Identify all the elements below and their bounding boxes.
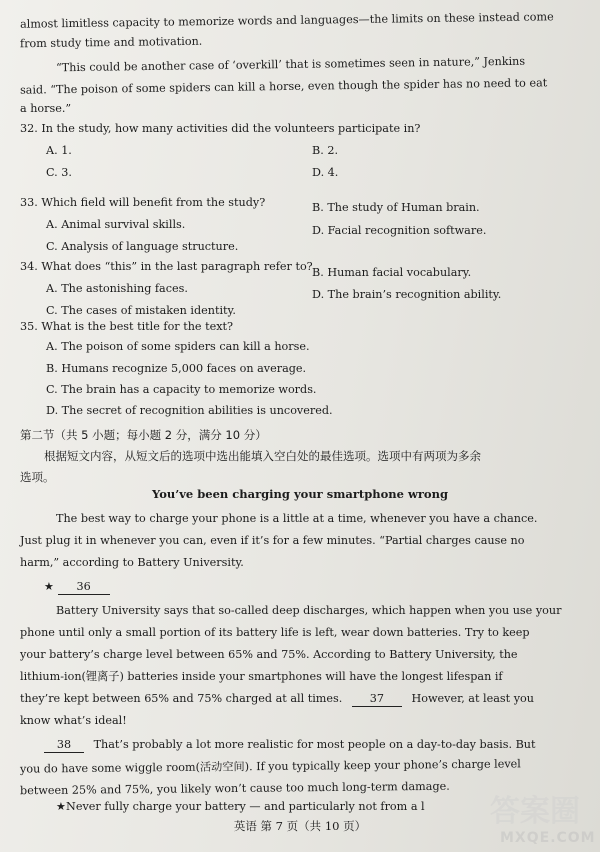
option[interactable]: C. The brain has a capacity to memorize words. [46, 383, 317, 396]
option[interactable]: D. The secret of recognition abilities is uncovered. [46, 404, 333, 417]
article-line: ★Never fully charge your battery — and particularly not from a l [56, 800, 425, 813]
passage-line: almost limitless capacity to memorize words and languages—the limits on these instead come [19, 10, 554, 31]
option[interactable]: A. 1. [46, 144, 72, 157]
option[interactable]: B. 2. [312, 144, 339, 157]
watermark-en: MXQE.COM [500, 830, 596, 846]
article-line [20, 692, 534, 707]
passage-line: said. “The poison of some spiders can kill a horse, even though the spider has no need to eat [19, 76, 548, 97]
watermark-logo [480, 786, 596, 846]
article-text: they’re kept between 65% and 75% charged at all times. [20, 692, 343, 705]
article-text: However, at least you [411, 692, 534, 705]
article-line: phone until only a small portion of its battery life is left, wear down batteries. Try to keep [20, 626, 530, 639]
article-line: Battery University says that so-called deep discharges, which happen when you use your [56, 604, 562, 617]
article-line: harm,” according to Battery University. [20, 556, 244, 569]
watermark-cn: 答案圈 [490, 794, 580, 829]
option[interactable]: D. 4. [312, 166, 339, 179]
question-stem: 33. Which field will benefit from the study? [20, 196, 266, 209]
option[interactable]: C. 3. [46, 166, 72, 179]
passage-line: from study time and motivation. [19, 34, 203, 51]
question-stem: 35. What is the best title for the text? [20, 320, 234, 333]
section-instructions: 选项。 [20, 470, 55, 484]
article-line: your battery’s charge level between 65% and 75%. According to Battery University, the [20, 648, 518, 661]
article-text: That’s probably a lot more realistic for most people on a day-to-day basis. But [93, 738, 536, 751]
option[interactable]: A. Animal survival skills. [46, 218, 186, 231]
passage-line: a horse.” [20, 102, 72, 115]
question-stem: 32. In the study, how many activities did the volunteers participate in? [20, 122, 421, 135]
section-heading: 第二节（共 5 小题；每小题 2 分，满分 10 分） [20, 428, 267, 442]
blank-36-line [44, 580, 110, 595]
blank-37[interactable]: 37 [352, 692, 402, 707]
article-line: Just plug it in whenever you can, even if it’s for a few minutes. “Partial charges cause no [20, 534, 525, 547]
option[interactable]: A. The poison of some spiders can kill a horse. [46, 340, 310, 353]
blank-38[interactable]: 38 [44, 738, 84, 753]
option[interactable]: D. Facial recognition software. [312, 224, 487, 237]
section-instructions: 根据短文内容，从短文后的选项中选出能填入空白处的最佳选项。选项中有两项为多余 [44, 449, 481, 463]
option[interactable]: B. Humans recognize 5,000 faces on average. [46, 362, 307, 375]
article-line [44, 738, 536, 753]
article-line: know what’s ideal! [20, 714, 127, 727]
option[interactable]: C. The cases of mistaken identity. [46, 304, 236, 317]
blank-36[interactable]: 36 [58, 580, 110, 595]
article-line: lithium-ion(锂离子) batteries inside your smartphones will have the longest lifespan if [20, 670, 503, 683]
article-line: between 25% and 75%, you likely won’t cause too much long-term damage. [19, 779, 450, 798]
option[interactable]: B. The study of Human brain. [312, 201, 480, 214]
option[interactable]: A. The astonishing faces. [46, 282, 188, 295]
question-stem: 34. What does “this” in the last paragraph refer to? [20, 260, 313, 273]
option[interactable]: D. The brain’s recognition ability. [312, 288, 502, 301]
option[interactable]: C. Analysis of language structure. [46, 240, 239, 253]
star-icon: ★ [44, 580, 55, 593]
article-title: You’ve been charging your smartphone wrong [151, 487, 448, 501]
page-footer: 英语 第 7 页（共 10 页） [233, 819, 367, 833]
article-line: The best way to charge your phone is a little at a time, whenever you have a chance. [56, 512, 538, 525]
option[interactable]: B. Human facial vocabulary. [312, 266, 472, 279]
article-line: you do have some wiggle room(活动空间). If you typically keep your phone’s charge level [19, 757, 521, 776]
passage-line: “This could be another case of ‘overkill’ that is sometimes seen in nature,” Jenkins [55, 54, 526, 75]
